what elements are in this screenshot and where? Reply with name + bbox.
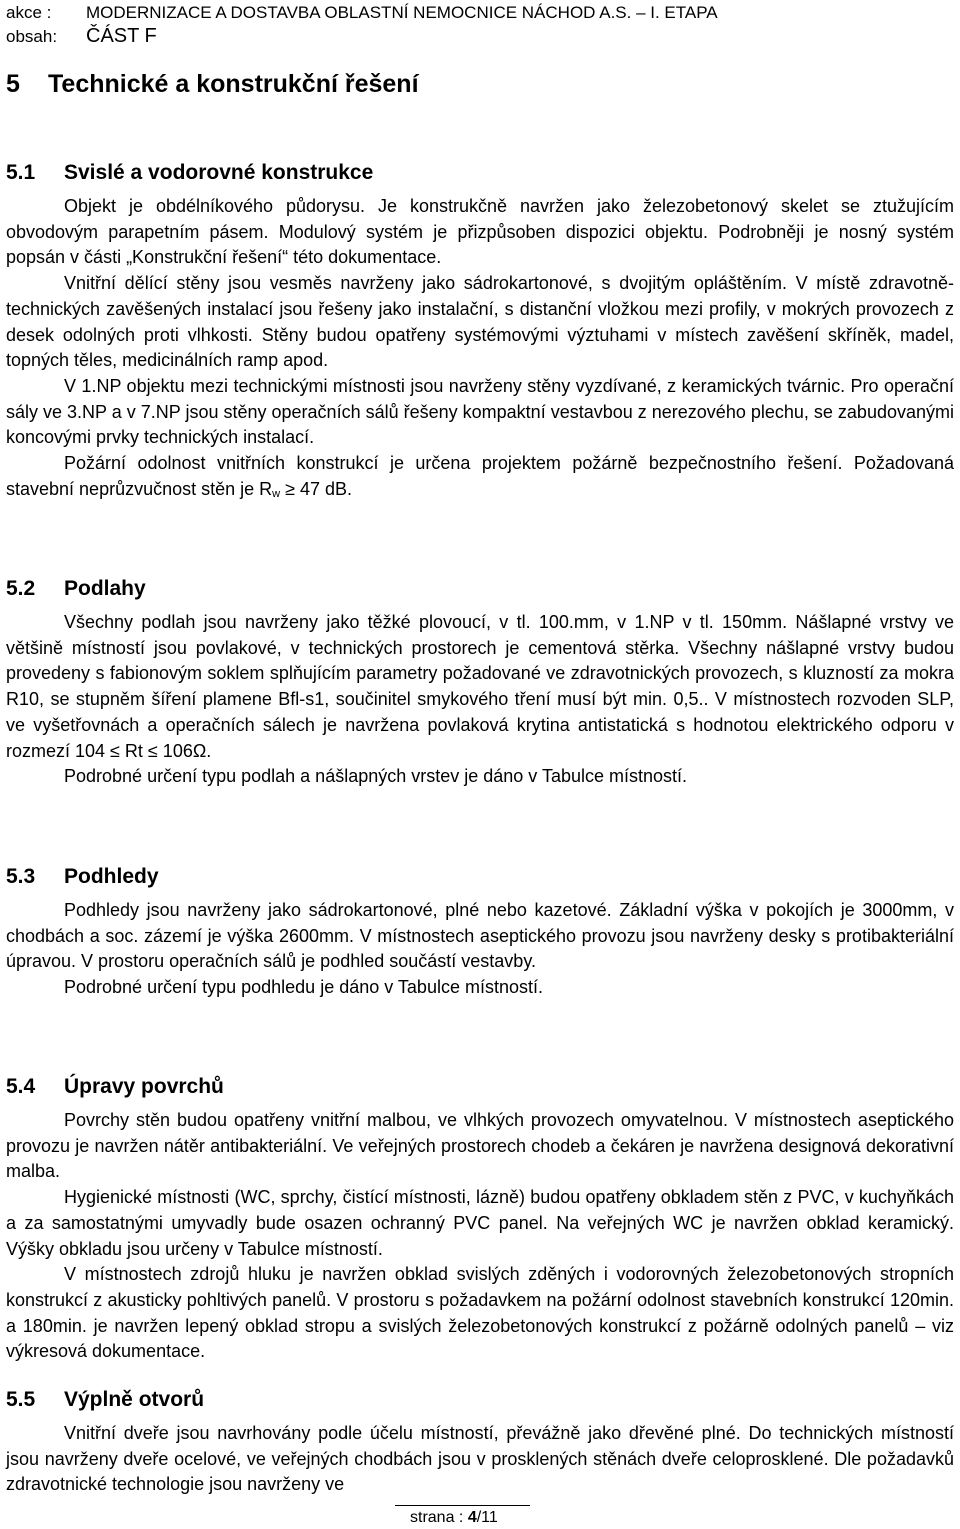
section-heading [6,160,954,186]
footer-rule [395,1505,530,1506]
page-footer [0,1505,960,1529]
paragraph: Všechny podlah jsou navrženy jako těžké plovoucí, v tl. 100.mm, v 1.NP v tl. 150mm. Nášlapné vrstvy ve většině místností jsou povlakové, v technických prostorech je cementová stěrka. Všechny nášlapné vrstvy budou provedeny s fabionovým soklem splňujícím parametry požadované ve zdravotnických provozech, s kluzností za mokra R10, se stupněm šíření plamene Bfl-s1, součinitel smykového tření musí být min. 0,5.. V místnostech rozvoden SLP, ve vyšetřovnách a operačních sálech je navržena povlaková krytina antistatická s hodnotou elektrického odporu v rozmezí 104 ≤ Rt ≤ 106Ω. [6,612,954,761]
akce-value: MODERNIZACE A DOSTAVBA OBLASTNÍ NEMOCNICE NÁCHOD A.S. – I. ETAPA [86,3,718,22]
page-number [410,1509,498,1527]
section-heading-text: Úpravy povrchů [64,1075,224,1098]
section-heading-text: Výplně otvorů [64,1388,205,1411]
paragraph: Objekt je obdélníkového půdorysu. Je konstrukčně navržen jako železobetonový skelet se ztužujícím obvodovým parapetním pásem. Modulový systém je přizpůsoben dispozici objektu. Podrobněji je nosný systém popsán v části „Konstrukční řešení“ této dokumentace. [6,196,954,268]
section-number: 5.4 [6,1075,36,1098]
current-page: 4 [467,1509,477,1526]
page-label: strana : [410,1509,468,1526]
paragraph: V místnostech zdrojů hluku je navržen obklad svislých zděných i vodorovných železobetonových stropních konstrukcí z akusticky pohltivých panelů. V prostoru s požadavkem na požární odolnost stavebních konstrukcí 120min. a 180min. je navržen lepený obklad stropu a svislých železobetonových konstrukcí z požárně odolných panelů – viz výkresová dokumentace. [6,1264,954,1362]
header-akce [6,2,718,24]
paragraph: Vnitřní dělící stěny jsou vesměs navrženy jako sádrokartonové, s dvojitým opláštěním. V místě zdravotně-technických zavěšených instalací jsou řešeny jako instalační, s distanční vložkou mezi profily, v mokrých provozech z desek odolných proti vlhkosti. Stěny budou opatřeny systémovými výztuhami v místech zavěšení skříněk, madel, topných těles, medicinálních ramp apod. [6,273,954,371]
section-number: 5.2 [6,577,36,600]
text: Požární odolnost vnitřních konstrukcí je určena projektem požárně bezpečnostního řešení. Požadovaná stavební neprůzvučnost stěn je R [6,453,954,499]
paragraph [6,451,954,507]
paragraph: Vnitřní dveře jsou navrhovány podle účelu místností, převážně jako dřevěné plné. Do technických místností jsou navrženy dveře ocelové, ve veřejných chodbách jsou v prosklených stěnách dveře celoprosklené. Dle požadavků zdravotnické technologie jsou navrženy ve [6,1423,954,1495]
paragraph: Podhledy jsou navrženy jako sádrokartonové, plné nebo kazetové. Základní výška v pokojích je 3000mm, v chodbách a soc. zázemí je výška 2600mm. V místnostech aseptického provozu jsou navrženy desky s protibakteriální úpravou. V prostoru operačních sálů je podhled součástí vestavby. [6,900,954,972]
section-5-2 [6,576,954,790]
chapter-title [6,70,419,99]
section-5-1 [6,160,954,507]
section-heading [6,1074,954,1100]
section-heading-text: Svislé a vodorovné konstrukce [64,161,374,184]
section-heading [6,576,954,602]
section-number: 5.5 [6,1388,36,1411]
obsah-value: ČÁST F [86,25,157,47]
section-number: 5.1 [6,161,36,184]
text: ≥ 47 dB. [280,478,353,499]
obsah-label: obsah: [6,27,58,46]
subscript: w [272,487,281,500]
section-heading [6,864,954,890]
section-heading [6,1387,954,1413]
akce-label: akce : [6,3,52,22]
paragraph: V 1.NP objektu mezi technickými místnosti jsou navrženy stěny vyzdívané, z keramických tvárnic. Pro operační sály ve 3.NP a v 7.NP jsou stěny operačních sálů řešeny kompaktní vestavbou z nerezového plechu, se zabudovanými koncovými prvky technických instalací. [6,375,954,448]
total-pages: /11 [476,1509,498,1526]
section-5-3 [6,864,954,1001]
chapter-number: 5 [6,70,20,98]
section-heading-text: Podhledy [64,865,159,888]
section-heading-text: Podlahy [64,577,146,600]
paragraph: Podrobné určení typu podhledu je dáno v Tabulce místností. [64,977,543,998]
paragraph: Povrchy stěn budou opatřeny vnitřní malbou, ve vlhkých provozech omyvatelnou. V místnostech aseptického provozu je navržen nátěr antibakteriální. Ve veřejných prostorech chodeb a čekáren je navržena designová dekorativní malba. [6,1110,954,1182]
section-number: 5.3 [6,865,36,888]
paragraph: Podrobné určení typu podlah a nášlapných vrstev je dáno v Tabulce místností. [64,766,688,787]
paragraph: Hygienické místnosti (WC, sprchy, čistící místnosti, lázně) budou opatřeny obkladem stěn z PVC, v kuchyňkách a za samostatnými umyvadly bude osazen ochranný PVC panel. Na veřejných WC je navržen obklad keramický. Výšky obkladu jsou určeny v Tabulce místností. [6,1187,954,1259]
section-5-5 [6,1387,954,1498]
header-obsah [6,25,157,48]
chapter-title-text: Technické a konstrukční řešení [48,70,419,98]
section-5-4 [6,1074,954,1365]
